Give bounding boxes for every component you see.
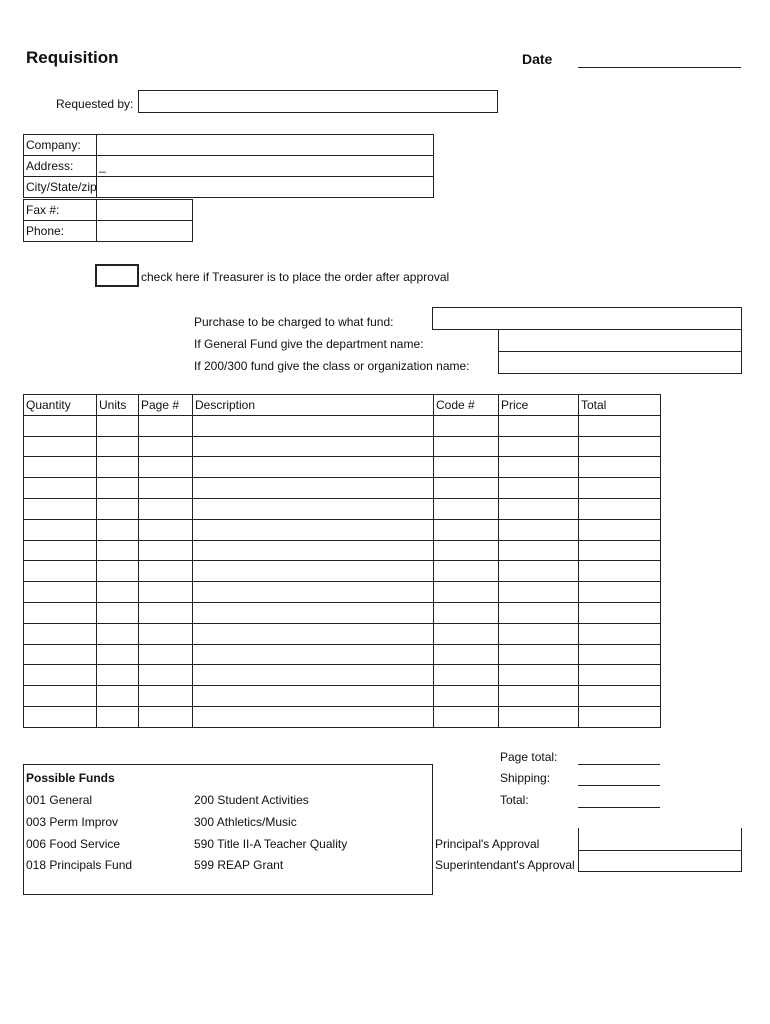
principal-approval-label: Principal's Approval bbox=[435, 837, 540, 851]
total-cell[interactable] bbox=[579, 498, 661, 519]
company-field[interactable] bbox=[97, 135, 434, 156]
total-cell[interactable] bbox=[579, 602, 661, 623]
description-cell[interactable] bbox=[193, 582, 434, 603]
quantity-cell[interactable] bbox=[24, 540, 97, 561]
items-header-row bbox=[24, 395, 661, 416]
page-cell[interactable] bbox=[139, 457, 193, 478]
code-cell[interactable] bbox=[434, 415, 499, 436]
total-cell[interactable] bbox=[579, 478, 661, 499]
price-cell[interactable] bbox=[499, 415, 579, 436]
units-cell[interactable] bbox=[97, 457, 139, 478]
quantity-cell[interactable] bbox=[24, 457, 97, 478]
table-row bbox=[24, 519, 661, 540]
description-cell[interactable] bbox=[193, 665, 434, 686]
fund-item: 300 Athletics/Music bbox=[194, 815, 297, 829]
shipping-label: Shipping: bbox=[500, 771, 551, 785]
possible-funds-title: Possible Funds bbox=[26, 771, 115, 785]
treasurer-label: check here if Treasurer is to place the order after approval bbox=[141, 270, 450, 284]
code-cell[interactable] bbox=[434, 436, 499, 457]
units-cell[interactable] bbox=[97, 602, 139, 623]
price-cell[interactable] bbox=[499, 644, 579, 665]
quantity-cell[interactable] bbox=[24, 665, 97, 686]
description-cell[interactable] bbox=[193, 498, 434, 519]
code-cell[interactable] bbox=[434, 623, 499, 644]
total-cell[interactable] bbox=[579, 457, 661, 478]
city-state-zip-label: City/State/zip bbox=[24, 177, 97, 198]
price-cell[interactable] bbox=[499, 686, 579, 707]
description-cell[interactable] bbox=[193, 644, 434, 665]
page-cell[interactable] bbox=[139, 519, 193, 540]
price-cell[interactable] bbox=[499, 457, 579, 478]
general-fund-label: If General Fund give the department name: bbox=[194, 337, 424, 351]
total-cell[interactable] bbox=[579, 644, 661, 665]
total-cell[interactable] bbox=[579, 665, 661, 686]
code-cell[interactable] bbox=[434, 561, 499, 582]
quantity-cell[interactable] bbox=[24, 415, 97, 436]
code-cell[interactable] bbox=[434, 582, 499, 603]
code-cell[interactable] bbox=[434, 602, 499, 623]
units-cell[interactable] bbox=[97, 644, 139, 665]
page-cell[interactable] bbox=[139, 665, 193, 686]
code-cell[interactable] bbox=[434, 478, 499, 499]
table-row bbox=[24, 602, 661, 623]
quantity-cell[interactable] bbox=[24, 686, 97, 707]
fund-charged-field[interactable] bbox=[432, 307, 742, 330]
page-cell[interactable] bbox=[139, 644, 193, 665]
vendor-info-table bbox=[23, 134, 434, 198]
fund-item: 006 Food Service bbox=[26, 837, 121, 851]
quantity-cell[interactable] bbox=[24, 561, 97, 582]
page-cell[interactable] bbox=[139, 623, 193, 644]
column-header-page: Page # bbox=[139, 395, 193, 416]
page-total-field[interactable] bbox=[578, 764, 660, 765]
quantity-cell[interactable] bbox=[24, 498, 97, 519]
class-org-field[interactable] bbox=[498, 351, 742, 374]
fund-charged-label: Purchase to be charged to what fund: bbox=[194, 315, 394, 329]
total-cell[interactable] bbox=[579, 415, 661, 436]
units-cell[interactable] bbox=[97, 436, 139, 457]
quantity-cell[interactable] bbox=[24, 478, 97, 499]
shipping-field[interactable] bbox=[578, 785, 660, 786]
price-cell[interactable] bbox=[499, 602, 579, 623]
table-row bbox=[24, 561, 661, 582]
code-cell[interactable] bbox=[434, 498, 499, 519]
table-row bbox=[24, 540, 661, 561]
requested-by-label: Requested by: bbox=[56, 97, 134, 111]
units-cell[interactable] bbox=[97, 540, 139, 561]
fund-item: 018 Principals Fund bbox=[26, 858, 133, 872]
page-cell[interactable] bbox=[139, 561, 193, 582]
phone-field[interactable] bbox=[97, 221, 193, 242]
superintendent-approval-label: Superintendant's Approval bbox=[435, 858, 575, 872]
quantity-cell[interactable] bbox=[24, 436, 97, 457]
table-row bbox=[24, 665, 661, 686]
fund-item: 590 Title II-A Teacher Quality bbox=[194, 837, 348, 851]
total-cell[interactable] bbox=[579, 540, 661, 561]
description-cell[interactable] bbox=[193, 561, 434, 582]
column-header-units: Units bbox=[97, 395, 139, 416]
price-cell[interactable] bbox=[499, 478, 579, 499]
table-row bbox=[24, 582, 661, 603]
price-cell[interactable] bbox=[499, 665, 579, 686]
quantity-cell[interactable] bbox=[24, 706, 97, 727]
page-cell[interactable] bbox=[139, 706, 193, 727]
page-cell[interactable] bbox=[139, 540, 193, 561]
price-cell[interactable] bbox=[499, 582, 579, 603]
class-org-label: If 200/300 fund give the class or organization name: bbox=[194, 359, 470, 373]
principal-approval-field[interactable] bbox=[578, 850, 742, 851]
description-cell[interactable] bbox=[193, 540, 434, 561]
treasurer-checkbox[interactable] bbox=[95, 264, 139, 287]
contact-table bbox=[23, 199, 193, 242]
quantity-cell[interactable] bbox=[24, 582, 97, 603]
column-header-code: Code # bbox=[434, 395, 499, 416]
department-name-field[interactable] bbox=[498, 329, 742, 352]
total-label: Total: bbox=[500, 793, 529, 807]
fund-item: 200 Student Activities bbox=[194, 793, 309, 807]
quantity-cell[interactable] bbox=[24, 623, 97, 644]
code-cell[interactable] bbox=[434, 457, 499, 478]
page-cell[interactable] bbox=[139, 602, 193, 623]
page-total-label: Page total: bbox=[500, 750, 558, 764]
price-cell[interactable] bbox=[499, 706, 579, 727]
quantity-cell[interactable] bbox=[24, 602, 97, 623]
total-cell[interactable] bbox=[579, 623, 661, 644]
column-header-price: Price bbox=[499, 395, 579, 416]
description-cell[interactable] bbox=[193, 623, 434, 644]
table-row bbox=[24, 623, 661, 644]
units-cell[interactable] bbox=[97, 415, 139, 436]
quantity-cell[interactable] bbox=[24, 519, 97, 540]
units-cell[interactable] bbox=[97, 478, 139, 499]
table-row bbox=[24, 686, 661, 707]
price-cell[interactable] bbox=[499, 436, 579, 457]
price-cell[interactable] bbox=[499, 540, 579, 561]
description-cell[interactable] bbox=[193, 415, 434, 436]
date-label: Date bbox=[522, 51, 553, 67]
page-cell[interactable] bbox=[139, 686, 193, 707]
table-row bbox=[24, 415, 661, 436]
column-header-description: Description bbox=[193, 395, 434, 416]
page-cell[interactable] bbox=[139, 436, 193, 457]
units-cell[interactable] bbox=[97, 498, 139, 519]
description-cell[interactable] bbox=[193, 436, 434, 457]
price-cell[interactable] bbox=[499, 561, 579, 582]
page-cell[interactable] bbox=[139, 415, 193, 436]
total-cell[interactable] bbox=[579, 561, 661, 582]
address-label: Address: bbox=[24, 156, 97, 177]
price-cell[interactable] bbox=[499, 498, 579, 519]
total-cell[interactable] bbox=[579, 706, 661, 727]
page-cell[interactable] bbox=[139, 478, 193, 499]
units-cell[interactable] bbox=[97, 686, 139, 707]
table-row bbox=[24, 644, 661, 665]
table-row bbox=[24, 457, 661, 478]
units-cell[interactable] bbox=[97, 665, 139, 686]
fund-item: 003 Perm Improv bbox=[26, 815, 119, 829]
total-cell[interactable] bbox=[579, 519, 661, 540]
description-cell[interactable] bbox=[193, 706, 434, 727]
quantity-cell[interactable] bbox=[24, 644, 97, 665]
code-cell[interactable] bbox=[434, 644, 499, 665]
superintendent-approval-field[interactable] bbox=[578, 871, 742, 872]
description-cell[interactable] bbox=[193, 686, 434, 707]
phone-label: Phone: bbox=[24, 221, 97, 242]
city-state-zip-field[interactable] bbox=[97, 177, 434, 198]
description-cell[interactable] bbox=[193, 602, 434, 623]
company-label: Company: bbox=[24, 135, 97, 156]
fund-item: 599 REAP Grant bbox=[194, 858, 284, 872]
units-cell[interactable] bbox=[97, 561, 139, 582]
total-cell[interactable] bbox=[579, 582, 661, 603]
units-cell[interactable] bbox=[97, 706, 139, 727]
units-cell[interactable] bbox=[97, 582, 139, 603]
table-row bbox=[24, 436, 661, 457]
description-cell[interactable] bbox=[193, 519, 434, 540]
description-cell[interactable] bbox=[193, 457, 434, 478]
description-cell[interactable] bbox=[193, 478, 434, 499]
table-row bbox=[24, 706, 661, 727]
total-cell[interactable] bbox=[579, 686, 661, 707]
address-field[interactable]: _ bbox=[97, 156, 434, 177]
price-cell[interactable] bbox=[499, 519, 579, 540]
code-cell[interactable] bbox=[434, 686, 499, 707]
fax-label: Fax #: bbox=[24, 200, 97, 221]
page-cell[interactable] bbox=[139, 498, 193, 519]
units-cell[interactable] bbox=[97, 623, 139, 644]
date-field[interactable] bbox=[578, 67, 741, 68]
price-cell[interactable] bbox=[499, 623, 579, 644]
code-cell[interactable] bbox=[434, 706, 499, 727]
fax-field[interactable] bbox=[97, 200, 193, 221]
total-cell[interactable] bbox=[579, 436, 661, 457]
column-header-quantity: Quantity bbox=[24, 395, 97, 416]
total-field[interactable] bbox=[578, 807, 660, 808]
fund-item: 001 General bbox=[26, 793, 93, 807]
units-cell[interactable] bbox=[97, 519, 139, 540]
items-table bbox=[23, 394, 661, 728]
code-cell[interactable] bbox=[434, 665, 499, 686]
code-cell[interactable] bbox=[434, 519, 499, 540]
table-row bbox=[24, 498, 661, 519]
code-cell[interactable] bbox=[434, 540, 499, 561]
form-title: Requisition bbox=[26, 48, 119, 67]
column-header-total: Total bbox=[579, 395, 661, 416]
requested-by-field[interactable] bbox=[138, 90, 498, 113]
page-cell[interactable] bbox=[139, 582, 193, 603]
table-row bbox=[24, 478, 661, 499]
